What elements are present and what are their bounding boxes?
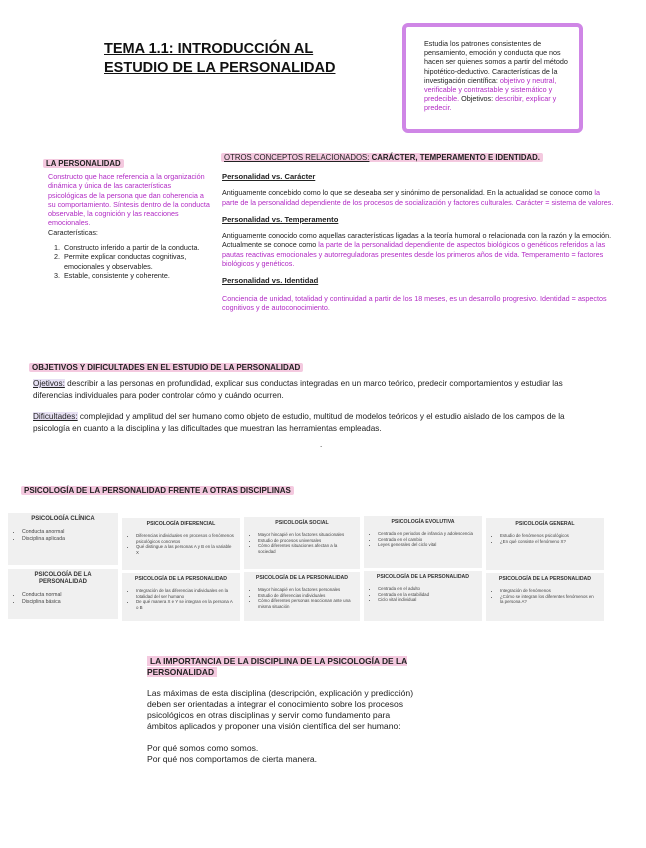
personalidad-list [48,243,210,280]
importancia-text: Las máximas de esta disciplina (descripción, explicación y predicción) deben ser orientadas a integrar el conocimiento sobre los procesos psicológicos en otras disciplinas y servir como fundamento para ámbitos aplicados y proponer una visión científica del ser humano: [147,688,414,731]
card-diferencial: PSICOLOGÍA DIFERENCIAL • Diferencias individuales en procesos o fenómenos psicológicos concretos • Qué distingue a las personas A y B en la variable X [122,518,240,570]
summary-objetivos-label: Objetivos: [461,94,494,104]
personalidad-body [48,172,210,280]
disciplinas-heading: PSICOLOGÍA DE LA PERSONALIDAD FRENTE A OTRAS DISCIPLINAS [21,480,294,498]
caracter-text: Antiguamente concebido como lo que se deseaba ser y sinónimo de personalidad. En la actualidad se conoce como la parte de la personalidad dependiente de los procesos de socialización y factores culturales. Carácter = sistema de valores. [222,188,614,207]
importancia-heading: LA IMPORTANCIA DE LA DISCIPLINA DE LA PSICOLOGÍA DE LA PERSONALIDAD [147,656,408,677]
card-general: PSICOLOGÍA GENERAL • Estudio de fenómenos psicológicos • ¿En qué consiste el fenómeno X? [486,518,604,570]
list-item: 1. Constructo inferido a partir de la conducta. [62,243,210,252]
importancia-section [147,656,417,765]
list-item: 2. Permite explicar conductas cognitivas, emocionales y observables. [62,252,210,271]
card-personalidad-2: PSICOLOGÍA DE LA PERSONALIDAD • Integración de las diferencias individuales en la totalidad del ser humano • De qué manera X e Y se integran en la persona A o B [122,573,240,621]
page-title: TEMA 1.1: INTRODUCCIÓN AL ESTUDIO DE LA PERSONALIDAD [104,41,336,76]
objetivos-text: Ojetivos: describir a las personas en profundidad, explicar sus conductas integradas en un marco teórico, predecir comportamientos y estudiar las diferencias individuales para poder controlar cómo y cuándo ocurren. [33,379,563,400]
summary-text: Estudia los patrones consistentes de pensamiento, emoción y conducta que nos hacen ser quienes somos a partir del método hipotético-deductivo. [424,39,568,76]
personalidad-definition: Constructo que hace referencia a la organización dinámica y única de las características psicológicas de la persona que dan coherencia a su comportamiento. Síntesis dentro de la conducta observable, la cognición y las reacciones emocionales. [48,172,210,228]
card-clinica: PSICOLOGÍA CLÍNICA • Conducta anormal • Disciplina aplicada [8,513,118,565]
stray-dot: . [320,440,323,449]
caracter-title: Personalidad vs. Carácter [222,172,316,181]
identidad-text: Conciencia de unidad, totalidad y continuidad a partir de los 18 meses, es un desarrollo progresivo. Identidad = aspectos cognitivos y de autoconocimiento. [222,293,607,312]
summary-caracteristicas-value: objetivo y neutral, verificable y contrastable y sistemático y predecible. [424,75,557,104]
list-item: 3. Estable, consistente y coherente. [62,271,210,280]
temperamento-title: Personalidad vs. Temperamento [222,214,339,224]
temperamento-text: Antiguamente conocido como aquellas características ligadas a la teoría humoral o relacionada con la razón y la emoción. Actualmente se conoce como la parte de la personalidad dependiente de aspectos biológicos o genéticos referidos a las pautas reactivas emocionales y autorreguladoras presentes desde los primeros años de vida. Temperamento = factores biológicos y genéticos. [222,231,612,269]
card-personalidad-4: PSICOLOGÍA DE LA PERSONALIDAD • Centrada en el adulto • Centrada en la estabilidad • Ciclo vital individual [364,571,482,621]
card-personalidad-5: PSICOLOGÍA DE LA PERSONALIDAD • Integración de fenómenos • ¿Cómo se integran los diferentes fenómenos en la persona A? [486,573,604,621]
otros-heading-prefix: OTROS CONCEPTOS RELACIONADOS: [224,153,370,162]
objetivos-heading: OBJETIVOS Y DIFICULTADES EN EL ESTUDIO DE LA PERSONALIDAD [29,357,303,375]
personalidad-heading-text: LA PERSONALIDAD [43,159,124,168]
objetivos-body [33,378,603,444]
otros-body [222,172,614,312]
card-personalidad-1: PSICOLOGÍA DE LA PERSONALIDAD • Conducta normal • Disciplina básica [8,569,118,619]
importancia-line-2: Por qué nos comportamos de cierta manera. [147,754,318,764]
personalidad-heading [43,153,124,171]
card-evolutiva: PSICOLOGÍA EVOLUTIVA • Centrada en periodos de infancia y adolescencia • Centrada en el cambio • Leyes generales del ciclo vital [364,516,482,568]
otros-heading-bold: CARÁCTER, TEMPERAMENTO E IDENTIDAD. [371,153,540,162]
disciplinas-grid [8,513,604,621]
summary-objetivos-value: describir, explicar y predecir. [424,94,557,113]
card-personalidad-3: PSICOLOGÍA DE LA PERSONALIDAD • Mayor hincapié en los factores personales • Estudio de diferencias individuales • Cómo diferentes personas reaccionan ante una misma situación [244,572,360,621]
card-social: PSICOLOGÍA SOCIAL • Mayor hincapié en los factores situacionales • Estudio de procesos universales • Cómo diferentes situaciones afectan a la sociedad [244,517,360,569]
importancia-line-1: Por qué somos como somos. [147,743,259,753]
summary-caracteristicas-label: Características de la investigación científica: [424,66,558,85]
summary-box [402,23,583,133]
identidad-title: Personalidad vs. Identidad [222,276,319,286]
personalidad-caracteristicas-label: Características: [48,227,98,237]
otros-heading [221,153,543,162]
dificultades-text: Dificultades: complejidad y amplitud del ser humano como objeto de estudio, multitud de modelos teóricos y el estudio aislado de los campos de la psicología en cuanto a la disciplina y las dificultades que muestran las herramientas empleadas. [33,412,565,433]
